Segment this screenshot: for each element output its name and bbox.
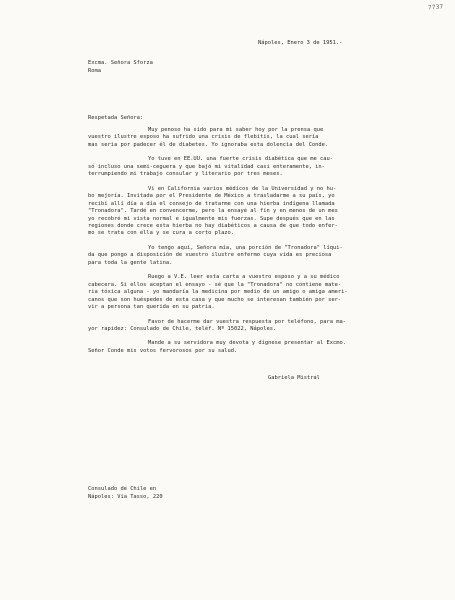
salutation: Respetada Señora: (88, 115, 144, 121)
paragraph (88, 319, 413, 334)
paragraph-line: vuestro ilustre esposo ha sufrido una crisis de flebitis, la cual sería (88, 134, 319, 141)
footer-address (88, 486, 163, 502)
paragraph-line: Señor Conde mis votos fervorosos por su salud. (88, 347, 238, 354)
addressee-city: Roma (88, 68, 101, 74)
paragraph (88, 186, 413, 238)
paragraph-line: só incluso una semi-ceguera y que bajó mi vitalidad casi enteramente, in- (88, 163, 325, 170)
footer-line-2: Nápoles: Via Tasso, 220 (88, 494, 163, 500)
paragraph-line: da que pongo a disposición de vuestro ilustre enfermo cuya vida es preciosa (88, 252, 332, 259)
paragraph-line: mas seria por padecer él de diabetes. Yo ignoraba esta dolencia del Conde. (88, 141, 329, 148)
paragraph-line: yor rapidez: Consulado de Chile, teléf. Nº 15022, Nápoles. (88, 325, 277, 332)
paragraph-line: Vi en California varios médicos de la Universidad y no hu- (148, 185, 337, 192)
paragraph (88, 156, 413, 178)
addressee-name: Excma. Señora Sforza (88, 60, 153, 66)
paragraph-line: mo se trata con ella y se cura a corto plazo. (88, 230, 235, 237)
paragraph-line: Yo tuve en EE.UU. una fuerte crisis diabética que me cau- (148, 156, 333, 163)
paragraph-line: yo recobré mi vista normal e igualmente mis fuerzas. Supe después que en las (88, 215, 335, 222)
signature: Gabriela Mistral (268, 375, 320, 381)
letter-body (88, 127, 413, 362)
paragraph-line: Yo tengo aquí, Señora mía, una porción de "Tronadora" líqui- (148, 244, 343, 251)
paragraph-line: "Tronadora". Tardé en convencerme, pero la ensayé al fin y en menos de un mes (88, 208, 338, 215)
paragraph-line: para toda la gente latina. (88, 259, 173, 266)
footer-line-1: Consulado de Chile en (88, 486, 157, 492)
paragraph-line: Muy penoso ha sido para mi saber hoy por la prensa que (148, 127, 324, 133)
paragraph-line: Mande a su servidora muy devota y dígnese presentar al Excmo. (148, 340, 346, 347)
paragraph-line: ria tóxica alguna - yo mandaría la medicina por medio de un amigo o amiga ameri- (88, 289, 348, 296)
paragraph-line: recibí allí día a día el consejo de tratarme con una hierba indígena llamada (88, 200, 335, 207)
paragraph-line: bo mejoría. Invitada por el Presidente de México a trasladarme a su país, yo (88, 193, 335, 200)
paragraph-line: cabecera. Si ellos aceptan el ensayo - sé que la "Tronadora" no contiene mate- (88, 281, 342, 288)
paragraph (88, 340, 413, 355)
paragraph (88, 127, 413, 149)
paragraph-line: Ruego a V.E. leer esta carta a vuestro esposo y a su médico (148, 274, 340, 281)
paragraph-line: vir a persona tan querida en su patria. (88, 304, 215, 311)
paragraph (88, 245, 413, 267)
paragraph (88, 274, 413, 311)
paragraph-line: Favor de hacerme dar vuestra respuesta por teléfono, para ma- (148, 318, 346, 325)
paragraph-line: terrumpiendo mi trabajo consular y literario por tres meses. (88, 171, 283, 178)
paragraph-line: canos que son huéspedes de esta casa y que mucho se interesan también por ser- (88, 296, 342, 303)
archive-number: 7737 (427, 3, 444, 12)
date-line: Nápoles, Enero 3 de 1951.- (258, 40, 343, 46)
paragraph-line: regiones donde crece esta hierba no hay diabéticos a causa de que todo enfer- (88, 222, 338, 229)
addressee-block (88, 60, 153, 76)
